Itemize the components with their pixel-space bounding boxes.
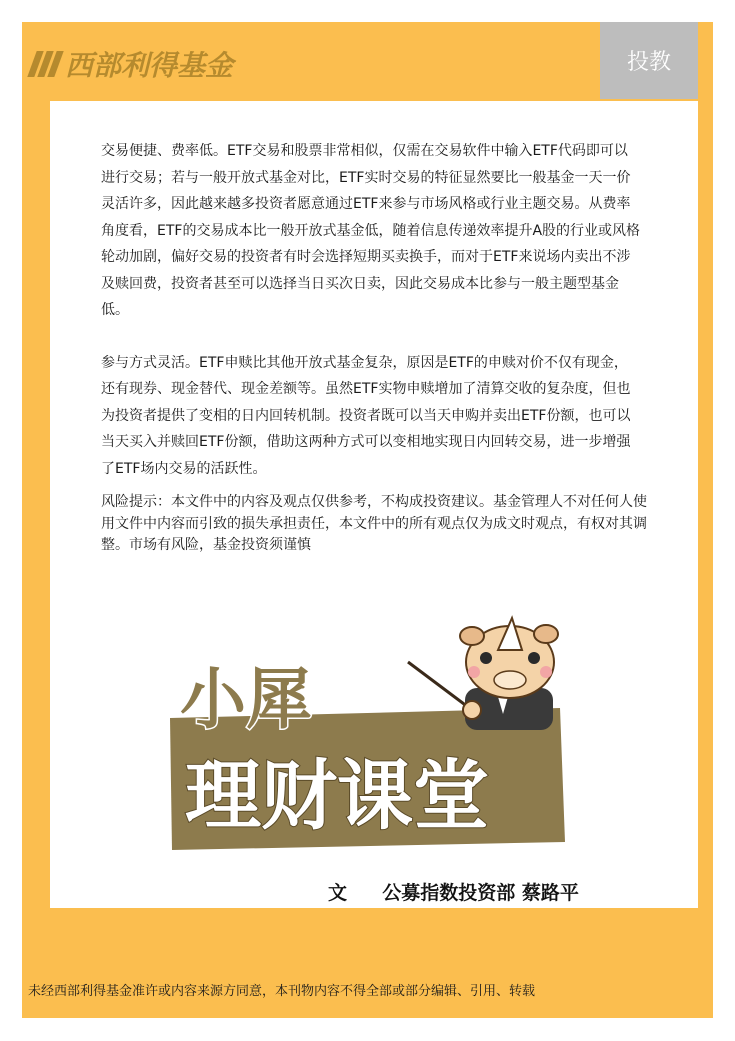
rhino-mascot-icon	[460, 618, 558, 730]
classroom-illustration	[160, 610, 580, 860]
paragraph-convenience: 交易便捷、费率低。ETF交易和股票非常相似，仅需在交易软件中输入ETF代码即可以进行交易；若与一般开放式基金对比，ETF实时交易的特征显然要比一般基金一天一价灵活许多，因此越来越多投资者愿意通过ETF来参与市场风格或行业主题交易。从费率角度看，ETF的交易成本比一般开放式基金低，随着信息传递效率提升A股的行业或风格轮动加剧，偏好交易的投资者有时会选择短期买卖换手，而对于ETF来说场内卖出不涉及赎回费，投资者甚至可以选择当日买次日卖，因此交易成本比参与一般主题型基金低。	[101, 143, 641, 318]
author-name: 公募指数投资部 蔡路平	[382, 882, 579, 904]
article-body	[101, 138, 641, 482]
logo-text: 西部利得基金	[65, 49, 234, 82]
title-line2: 理财课堂	[185, 751, 489, 840]
copyright-notice: 未经西部利得基金准许或内容来源方同意，本刊物内容不得全部或部分编辑、引用、转载	[28, 984, 536, 999]
logo-mark-icon	[32, 51, 59, 77]
brand-logo	[32, 44, 233, 84]
paragraph-flexibility: 参与方式灵活。ETF申赎比其他开放式基金复杂，原因是ETF的申赎对价不仅有现金，还有现券、现金替代、现金差额等。虽然ETF实物申赎增加了清算交收的复杂度，但也为投资者提供了变相的日内回转机制。投资者既可以当天申购并卖出ETF份额，也可以当天买入并赎回ETF份额，借助这两种方式可以变相地实现日内回转交易，进一步增强了ETF场内交易的活跃性。	[101, 354, 631, 477]
risk-notice: 风险提示：本文件中的内容及观点仅供参考，不构成投资建议。基金管理人不对任何人使用文件中内容而引致的损失承担责任，本文件中的所有观点仅为成文时观点，有权对其调整。市场有风险，基金投资须谨慎	[101, 494, 647, 553]
section-label: 投教	[600, 22, 698, 99]
title-line1: 小犀	[180, 661, 312, 738]
author-line	[328, 878, 648, 905]
pointer-stick-icon	[408, 662, 472, 710]
author-prefix: 文	[328, 882, 348, 904]
